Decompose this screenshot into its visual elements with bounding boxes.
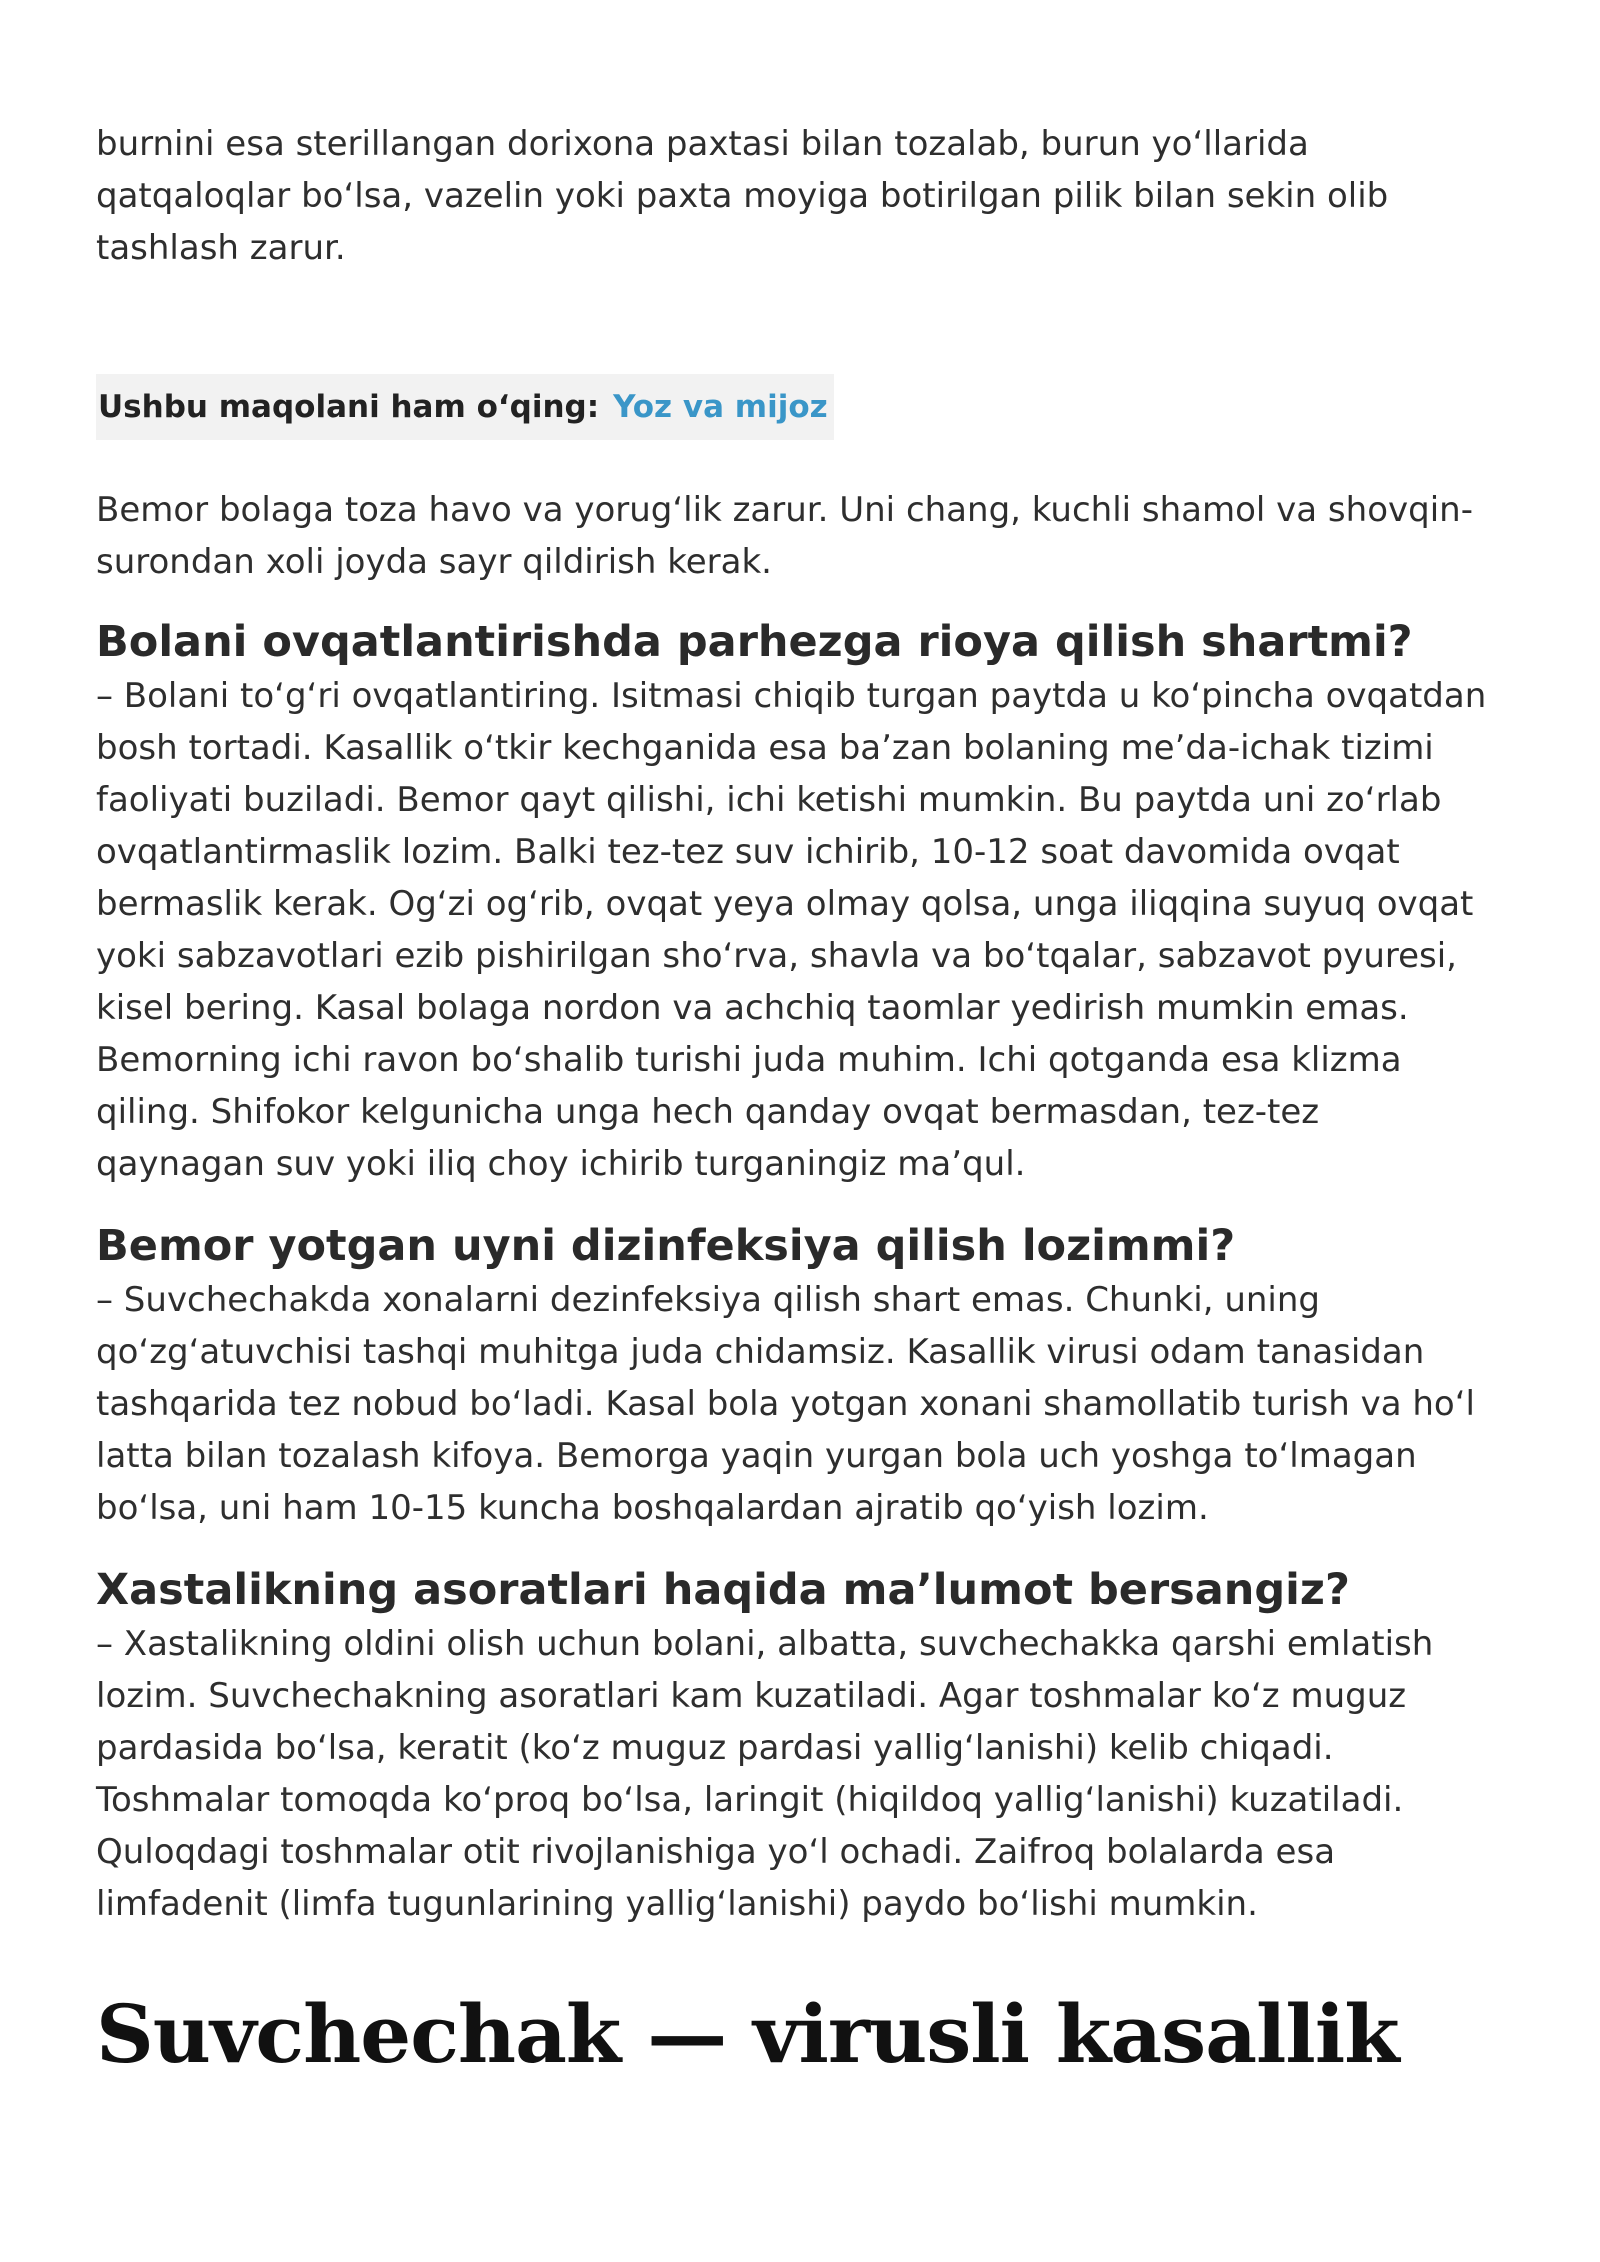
related-article-box	[96, 374, 834, 440]
fresh-air-paragraph: Bemor bolaga toza havo va yorug‘lik zarur. Uni chang, kuchli shamol va shovqin-surondan xoli joyda sayr qildirish kerak.	[96, 490, 1473, 582]
related-article-label: Ushbu maqolani ham o‘qing:	[98, 389, 600, 425]
section-body-diet: – Bolani to‘g‘ri ovqatlantiring. Isitmasi chiqib turgan paytda u ko‘pincha ovqatdan bosh tortadi. Kasallik o‘tkir kechganida esa ba’zan bolaning me’da-ichak tizimi faoliyati buziladi. Bemor qayt qilishi, ichi ketishi mumkin. Bu paytda uni zo‘rlab ovqatlantirmaslik lozim. Balki tez-tez suv ichirib, 10-12 soat davomida ovqat bermaslik kerak. Og‘zi og‘rib, ovqat yeya olmay qolsa, unga iliqqina suyuq ovqat yoki sabzavotlari ezib pishirilgan sho‘rva, shavla va bo‘tqalar, sabzavot pyuresi, kisel bering. Kasal bolaga nordon va achchiq taomlar yedirish mumkin emas. Bemorning ichi ravon bo‘shalib turishi juda muhim. Ichi qotganda esa klizma qiling. Shifokor kelgunicha unga hech qanday ovqat bermasdan, tez-tez qaynagan suv yoki iliq choy ichirib turganingiz ma’qul.	[96, 676, 1487, 1184]
section-heading-diet: Bolani ovqatlantirishda parhezga rioya qilish shartmi?	[96, 617, 1413, 667]
article-content	[96, 118, 1496, 2084]
article-title: Suvchechak — virusli kasallik	[96, 1987, 1399, 2081]
section-heading-complications: Xastalikning asoratlari haqida ma’lumot bersangiz?	[96, 1565, 1350, 1615]
intro-paragraph: burnini esa sterillangan dorixona paxtasi bilan tozalab, burun yo‘llarida qatqaloqlar bo‘lsa, vazelin yoki paxta moyiga botirilgan pilik bilan sekin olib tashlash zarur.	[96, 124, 1389, 268]
section-heading-disinfection: Bemor yotgan uyni dizinfeksiya qilish lozimmi?	[96, 1221, 1236, 1271]
section-body-complications: – Xastalikning oldini olish uchun bolani, albatta, suvchechakka qarshi emlatish lozim. Suvchechakning asoratlari kam kuzatiladi. Agar toshmalar ko‘z muguz pardasida bo‘lsa, keratit (ko‘z muguz pardasi yallig‘lanishi) kelib chiqadi. Toshmalar tomoqda ko‘proq bo‘lsa, laringit (hiqildoq yallig‘lanishi) kuzatiladi. Quloqdagi toshmalar otit rivojlanishiga yo‘l ochadi. Zaifroq bolalarda esa limfadenit (limfa tugunlarining yallig‘lanishi) paydo bo‘lishi mumkin.	[96, 1624, 1434, 1924]
related-article-link[interactable]: Yoz va mijoz	[613, 389, 828, 425]
section-body-disinfection: – Suvchechakda xonalarni dezinfeksiya qilish shart emas. Chunki, uning qo‘zg‘atuvchisi tashqi muhitga juda chidamsiz. Kasallik virusi odam tanasidan tashqarida tez nobud bo‘ladi. Kasal bola yotgan xonani shamollatib turish va ho‘l latta bilan tozalash kifoya. Bemorga yaqin yurgan bola uch yoshga to‘lmagan bo‘lsa, uni ham 10-15 kuncha boshqalardan ajratib qo‘yish lozim.	[96, 1280, 1475, 1528]
